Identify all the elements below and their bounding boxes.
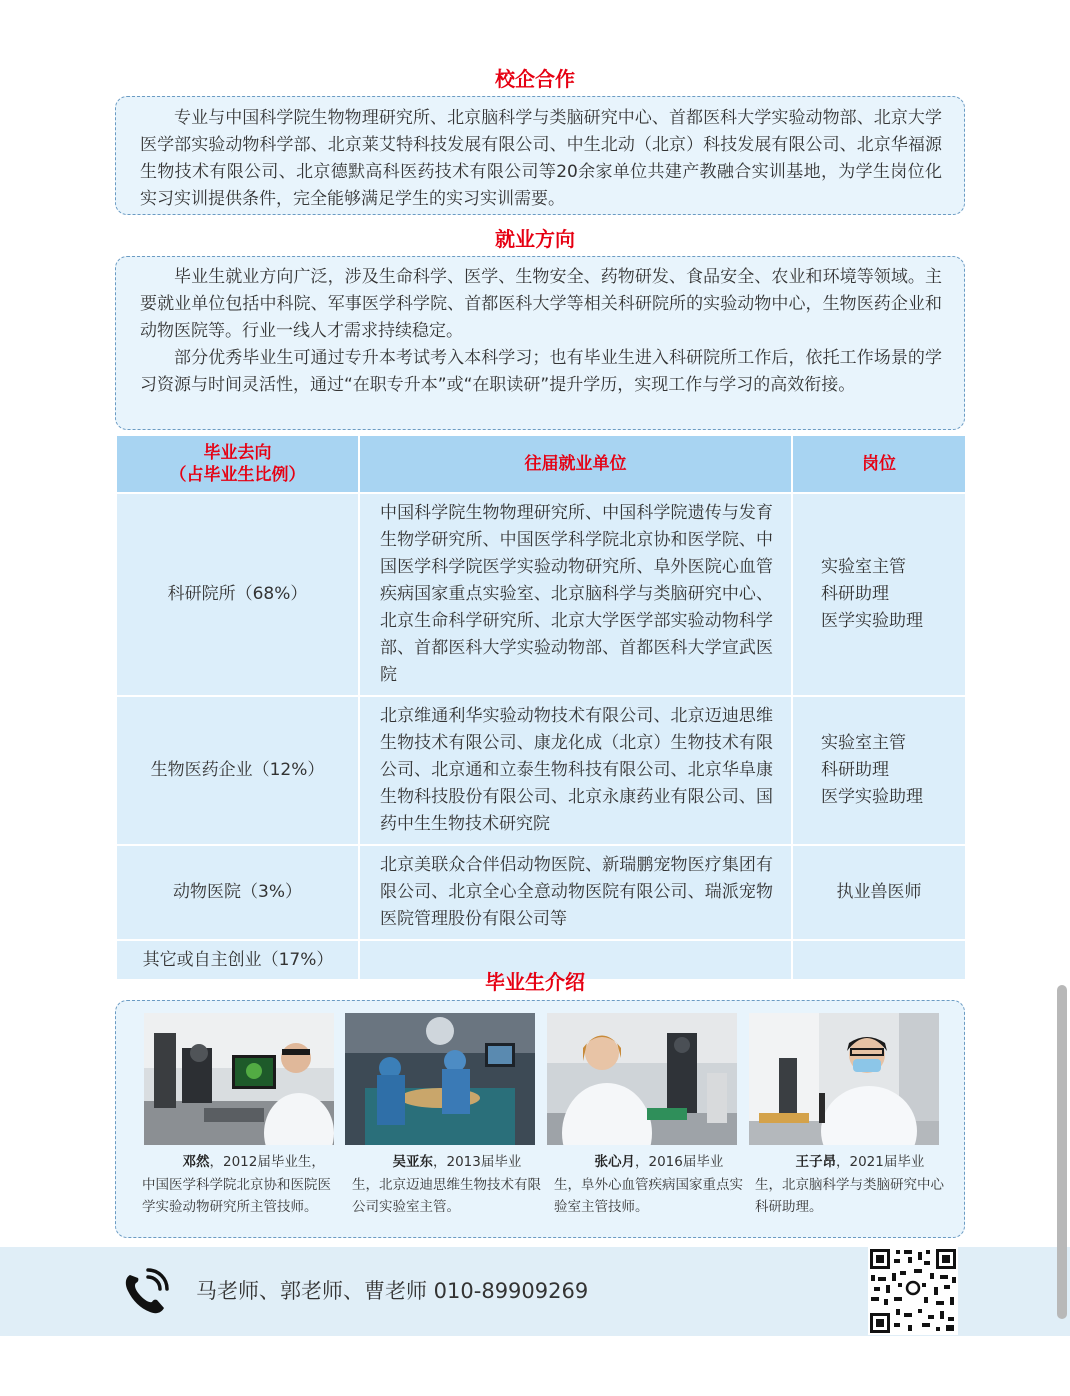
scrollbar[interactable]	[1057, 985, 1067, 1319]
alumni-photo-4	[749, 1013, 939, 1145]
destination-cell: 动物医院（3%）	[116, 845, 359, 940]
section-title-alumni: 毕业生介绍	[485, 970, 585, 994]
alumni-photo-3	[547, 1013, 737, 1145]
position-item: 医学实验助理	[821, 787, 923, 807]
position-item: 医学实验助理	[821, 611, 923, 631]
alumni-desc: ，2013届毕业生，北京迈迪思维生物技术有限公司实验室主管。	[352, 1154, 541, 1215]
table-header-row	[116, 436, 966, 493]
alumni-name: 张心月	[594, 1154, 635, 1170]
alumni-desc: ，2012届毕业生，中国医学科学院北京协和医院医学实验动物研究所主管技师。	[142, 1154, 331, 1215]
alumni-photo-1	[144, 1013, 334, 1145]
position-cell	[792, 493, 966, 696]
units-cell: 北京美联众合伴侣动物医院、新瑞鹏宠物医疗集团有限公司、北京全心全意动物医院有限公司、瑞派宠物医院管理股份有限公司等	[359, 845, 792, 940]
alumni-caption-2	[352, 1151, 542, 1219]
alumni-caption-4	[755, 1151, 945, 1219]
header-position: 岗位	[792, 436, 966, 493]
contact-info: 马老师、郭老师、曹老师 010-89909269	[196, 1279, 589, 1303]
alumni-name: 邓然	[182, 1154, 210, 1170]
alumni-caption-3	[554, 1151, 744, 1219]
destination-cell: 其它或自主创业（17%）	[116, 940, 359, 980]
position-item: 科研助理	[821, 760, 889, 780]
qr-code-icon[interactable]	[868, 1247, 958, 1335]
position-cell: 执业兽医师	[792, 845, 966, 940]
alumni-name: 吴亚东	[392, 1154, 433, 1170]
employment-box	[115, 256, 965, 430]
cooperation-text: 专业与中国科学院生物物理研究所、北京脑科学与类脑研究中心、首都医科大学实验动物部、北京大学医学部实验动物科学部、北京莱艾特科技发展有限公司、中生北动（北京）科技发展有限公司、北京华福源生物技术有限公司、北京德默高科医药技术有限公司等20余家单位共建产教融合实训基地，为学生岗位化实习实训提供条件，完全能够满足学生的实习实训需要。	[140, 108, 942, 209]
alumni-desc: ，2021届毕业生，北京脑科学与类脑研究中心科研助理。	[755, 1154, 944, 1215]
header-destination-line2: （占毕业生比例）	[169, 465, 306, 485]
units-cell: 北京维通利华实验动物技术有限公司、北京迈迪思维生物技术有限公司、康龙化成（北京）生物技术有限公司、北京通和立泰生物科技有限公司、北京华阜康生物科技股份有限公司、北京永康药业有限公司、国药中生生物技术研究院	[359, 696, 792, 845]
header-units: 往届就业单位	[359, 436, 792, 493]
table-row	[116, 696, 966, 845]
section-title-cooperation: 校企合作	[495, 67, 575, 91]
employment-para-1: 毕业生就业方向广泛，涉及生命科学、医学、生物安全、药物研发、食品安全、农业和环境等领域。主要就业单位包括中科院、军事医学科学院、首都医科大学等相关科研院所的实验动物中心，生物医药企业和动物医院等。行业一线人才需求持续稳定。	[140, 267, 942, 341]
position-item: 科研助理	[821, 584, 889, 604]
alumni-caption-1	[142, 1151, 332, 1219]
destination-cell: 生物医药企业（12%）	[116, 696, 359, 845]
units-cell: 中国科学院生物物理研究所、中国科学院遗传与发育生物学研究所、中国医学科学院北京协和医学院、中国医学科学院医学实验动物研究所、阜外医院心血管疾病国家重点实验室、北京脑科学与类脑研究中心、北京生命科学研究所、北京大学医学部实验动物科学部、首都医科大学实验动物部、首都医科大学宣武医院	[359, 493, 792, 696]
header-destination-line1: 毕业去向	[203, 443, 272, 463]
employment-table	[115, 436, 967, 981]
position-cell	[792, 696, 966, 845]
alumni-name: 王子昂	[795, 1154, 836, 1170]
phone-icon	[120, 1267, 170, 1317]
position-item: 实验室主管	[821, 733, 906, 753]
table-row	[116, 845, 966, 940]
cooperation-box	[115, 96, 965, 215]
destination-cell: 科研院所（68%）	[116, 493, 359, 696]
table-row	[116, 493, 966, 696]
alumni-desc: ，2016届毕业生，阜外心血管疾病国家重点实验室主管技师。	[554, 1154, 743, 1215]
employment-para-2: 部分优秀毕业生可通过专升本考试考入本科学习；也有毕业生进入科研院所工作后，依托工作场景的学习资源与时间灵活性，通过“在职专升本”或“在职读研”提升学历，实现工作与学习的高效衔接。	[140, 348, 942, 395]
alumni-photo-2	[345, 1013, 535, 1145]
header-destination	[116, 436, 359, 493]
section-title-employment: 就业方向	[495, 227, 575, 251]
position-item: 实验室主管	[821, 557, 906, 577]
